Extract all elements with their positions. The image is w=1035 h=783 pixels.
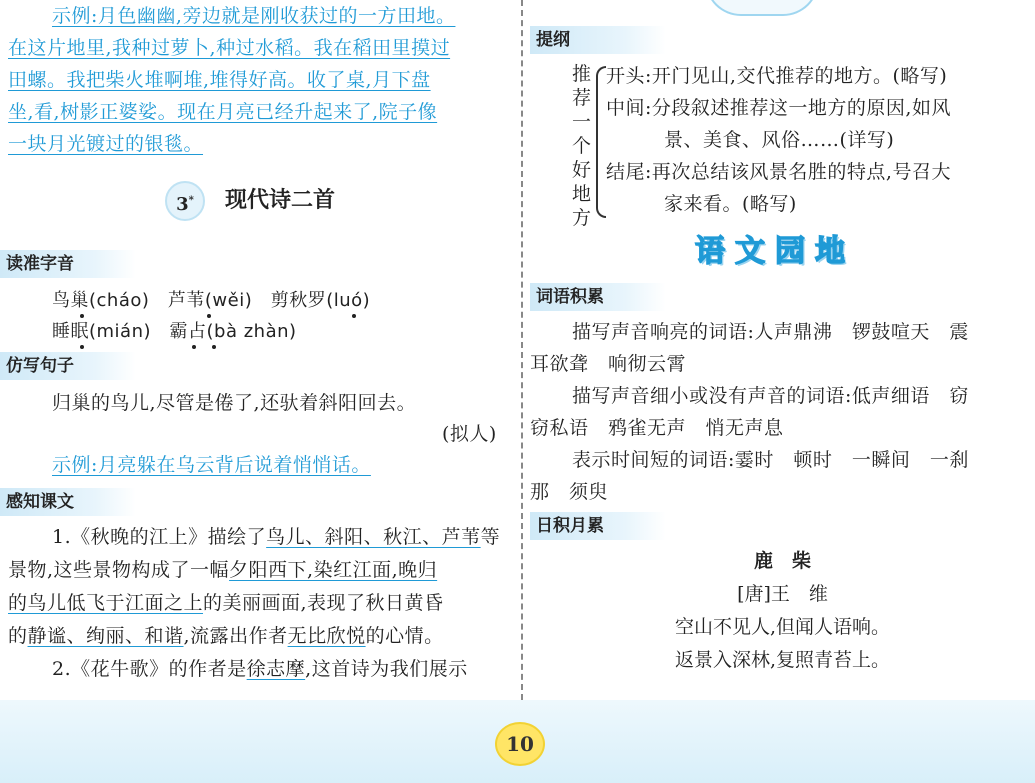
intro-line-2: 在这片地里,我种过萝卜,种过水稻。我在稻田里摸过	[8, 37, 451, 59]
intro-line-4: 坐,看,树影正婆娑。现在月亮已经升起来了,院子像	[8, 101, 438, 123]
intro-line-5: 一块月光镀过的银毯。	[8, 133, 204, 155]
imitate-sentence: 归巢的鸟儿,尽管是倦了,还驮着斜阳回去。	[52, 392, 417, 414]
outline-line-5: 家来看。(略写)	[664, 193, 797, 215]
emphasis-dot	[192, 345, 196, 349]
intro-line-3: 田螺。我把柴火堆啊堆,堆得好高。收了桌,月下盘	[8, 69, 431, 91]
poem-title: 鹿 柴	[753, 550, 811, 572]
garden-heading: 语文园地	[695, 234, 855, 269]
words-line-5: 表示时间短的词语:霎时 顿时 一瞬间 一刹	[572, 449, 969, 471]
emphasis-dot	[212, 345, 216, 349]
answer-blank: 徐志摩	[246, 658, 306, 680]
outline-line-3: 景、美食、风俗……(详写)	[664, 129, 895, 151]
section-imitate-sentence: 仿写句子	[0, 352, 136, 380]
outline-bracket	[596, 66, 606, 218]
perceive-line-4: 的静谧、绚丽、和谐,流露出作者无比欣悦的心情。	[8, 625, 444, 647]
answer-blank: 的鸟儿低飞于江面之上	[8, 592, 204, 614]
answer-blank: 夕阳西下,染红江面,晚归	[229, 559, 438, 581]
column-divider	[521, 0, 523, 700]
lesson-title	[165, 180, 335, 221]
intro-line-1: 示例:月色幽幽,旁边就是刚收获过的一方田地。	[52, 5, 456, 27]
imitate-answer: 示例:月亮躲在乌云背后说着悄悄话。	[52, 454, 371, 476]
section-daily-accumulation: 日积月累	[530, 512, 666, 540]
perceive-line-3: 的鸟儿低飞于江面之上的美丽画面,表现了秋日黄昏	[8, 592, 444, 614]
words-line-2: 耳欲聋 响彻云霄	[530, 353, 687, 375]
answer-blank: 静谧、绚丽、和谐	[27, 625, 184, 647]
words-line-6: 那 须臾	[530, 481, 609, 503]
perceive-line-2: 景物,这些景物构成了一幅夕阳西下,染红江面,晚归	[8, 559, 438, 581]
section-word-accumulation: 词语积累	[530, 283, 666, 311]
section-outline: 提纲	[530, 26, 666, 54]
poem-line-1: 空山不见人,但闻人语响。	[674, 616, 891, 638]
lesson-number-badge: 3*	[165, 181, 205, 221]
perceive-line-1: 1.《秋晚的江上》描绘了鸟儿、斜阳、秋江、芦苇等	[52, 526, 501, 548]
outline-line-2: 中间:分段叙述推荐这一地方的原因,如风	[606, 97, 951, 119]
lesson-title-text: 现代诗二首	[225, 187, 336, 213]
outline-topic-vertical: 推荐一个好地方	[572, 63, 592, 229]
imitate-tag: (拟人)	[442, 423, 497, 445]
emphasis-dot	[207, 314, 211, 318]
top-decoration	[705, 0, 819, 16]
outline-line-1: 开头:开门见山,交代推荐的地方。(略写)	[606, 65, 948, 87]
emphasis-dot	[80, 345, 84, 349]
emphasis-dot	[80, 314, 84, 318]
answer-blank: 无比欣悦	[287, 625, 366, 647]
words-line-3: 描写声音细小或没有声音的词语:低声细语 窃	[572, 385, 969, 407]
words-line-4: 窃私语 鸦雀无声 悄无声息	[530, 417, 784, 439]
section-read-pronunciation: 读准字音	[0, 250, 136, 278]
answer-blank: 鸟儿、斜阳、秋江、芦苇	[266, 526, 481, 548]
emphasis-dot	[352, 314, 356, 318]
words-line-1: 描写声音响亮的词语:人声鼎沸 锣鼓喧天 震	[572, 321, 969, 343]
outline-line-4: 结尾:再次总结该风景名胜的特点,号召大	[606, 161, 951, 183]
poem-author: [唐]王 维	[737, 583, 828, 605]
perceive-line-5: 2.《花牛歌》的作者是徐志摩,这首诗为我们展示	[52, 658, 468, 680]
section-perceive-text: 感知课文	[0, 488, 136, 516]
page-number: 10	[495, 722, 545, 766]
pronunciation-line-2: 睡眠(mián) 霸占(bà zhàn)	[52, 321, 297, 342]
poem-line-2: 返景入深林,复照青苔上。	[674, 649, 891, 671]
pronunciation-line-1: 鸟巢(cháo) 芦苇(wěi) 剪秋罗(luó)	[52, 290, 371, 311]
